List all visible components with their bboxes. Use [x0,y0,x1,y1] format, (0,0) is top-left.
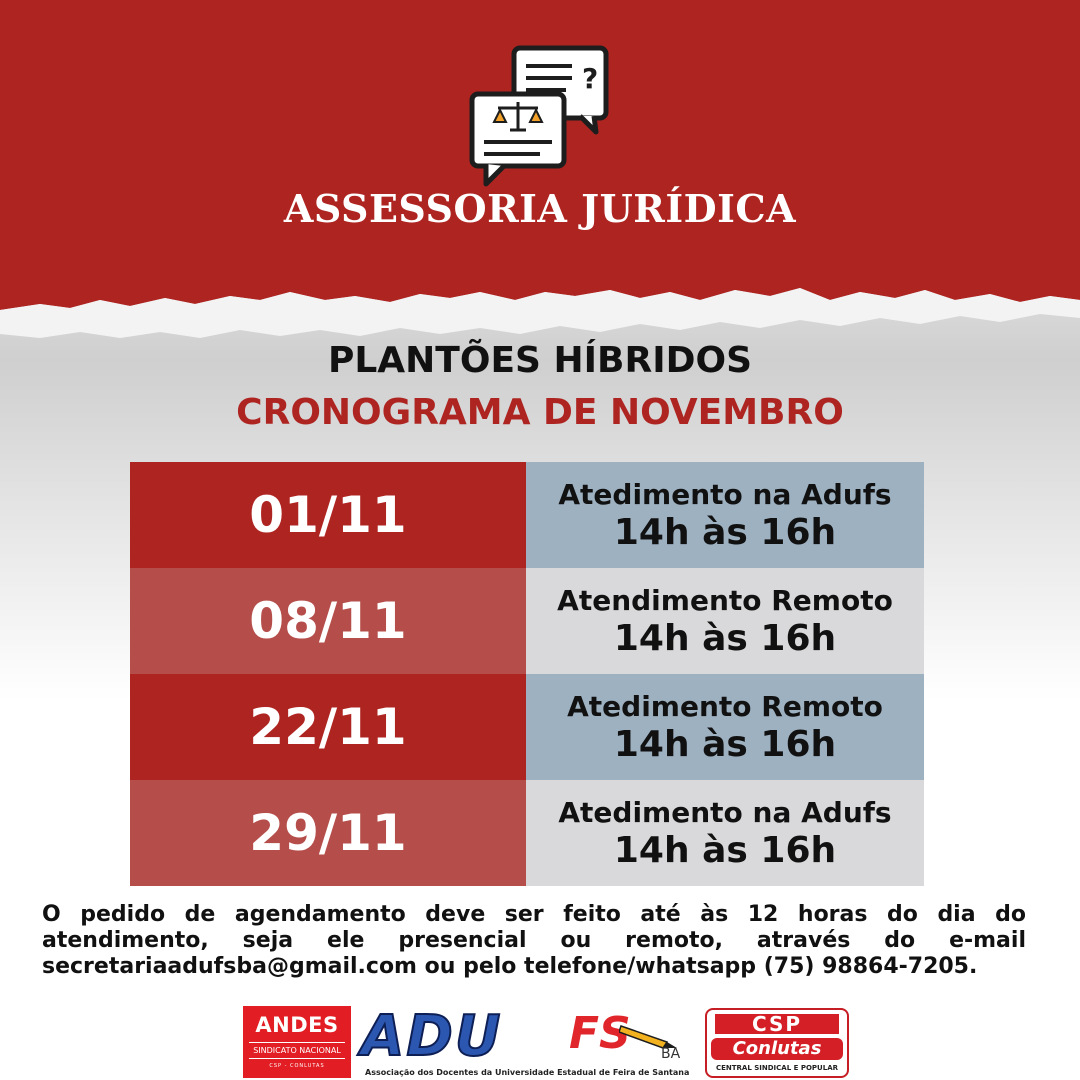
schedule-time: 14h às 16h [613,830,837,871]
adufs-logo-region: BA [661,1046,681,1062]
schedule-time: 14h às 16h [613,724,837,765]
legal-consultation-chat-icon [468,44,614,190]
schedule-info [526,780,924,886]
adufs-logo-name: ADU [361,1004,503,1069]
svg-text:?: ? [582,62,599,95]
adufs-logo-tagline: Associação dos Docentes da Universidade Estadual de Feira de Santana [365,1068,690,1077]
csp-logo-name: CSP [715,1014,839,1034]
andes-logo [243,1006,351,1078]
csp-logo-subtitle: Conlutas [711,1038,843,1060]
schedule-table [130,462,924,886]
schedule-label: Atedimento na Adufs [558,478,892,511]
schedule-row [130,568,924,674]
schedule-date: 22/11 [130,674,526,780]
adufs-logo [361,1004,693,1080]
schedule-date: 01/11 [130,462,526,568]
page-title: ASSESSORIA JURÍDICA [283,186,797,231]
csp-logo-tagline: CENTRAL SINDICAL E POPULAR [715,1064,838,1072]
schedule-info [526,462,924,568]
csp-conlutas-logo [705,1008,849,1078]
andes-logo-subtitle: SINDICATO NACIONAL [249,1042,345,1059]
schedule-label: Atedimento Remoto [567,690,883,723]
andes-logo-name: ANDES [255,1013,339,1037]
schedule-time: 14h às 16h [613,512,837,553]
schedule-time: 14h às 16h [613,618,837,659]
schedule-row [130,780,924,886]
schedule-label: Atendimento Remoto [557,584,893,617]
schedule-date: 29/11 [130,780,526,886]
schedule-info [526,674,924,780]
schedule-row [130,462,924,568]
booking-notice: O pedido de agendamento deve ser feito até às 12 horas do dia do atendimento, seja ele presencial ou remoto, através do e-mail secretariaadufsba@gmail.com ou pelo telefone/whatsapp (75) 98864-7205. [42,902,1026,979]
schedule-label: Atedimento na Adufs [558,796,892,829]
adufs-logo-suffix: FS [569,1008,631,1059]
schedule-row [130,674,924,780]
schedule-date: 08/11 [130,568,526,674]
schedule-heading: CRONOGRAMA DE NOVEMBRO [236,392,844,433]
partner-logos [243,1006,851,1080]
schedule-info [526,568,924,674]
andes-logo-affiliation: CSP - CONLUTAS [269,1063,325,1069]
subtitle: PLANTÕES HÍBRIDOS [327,340,753,381]
